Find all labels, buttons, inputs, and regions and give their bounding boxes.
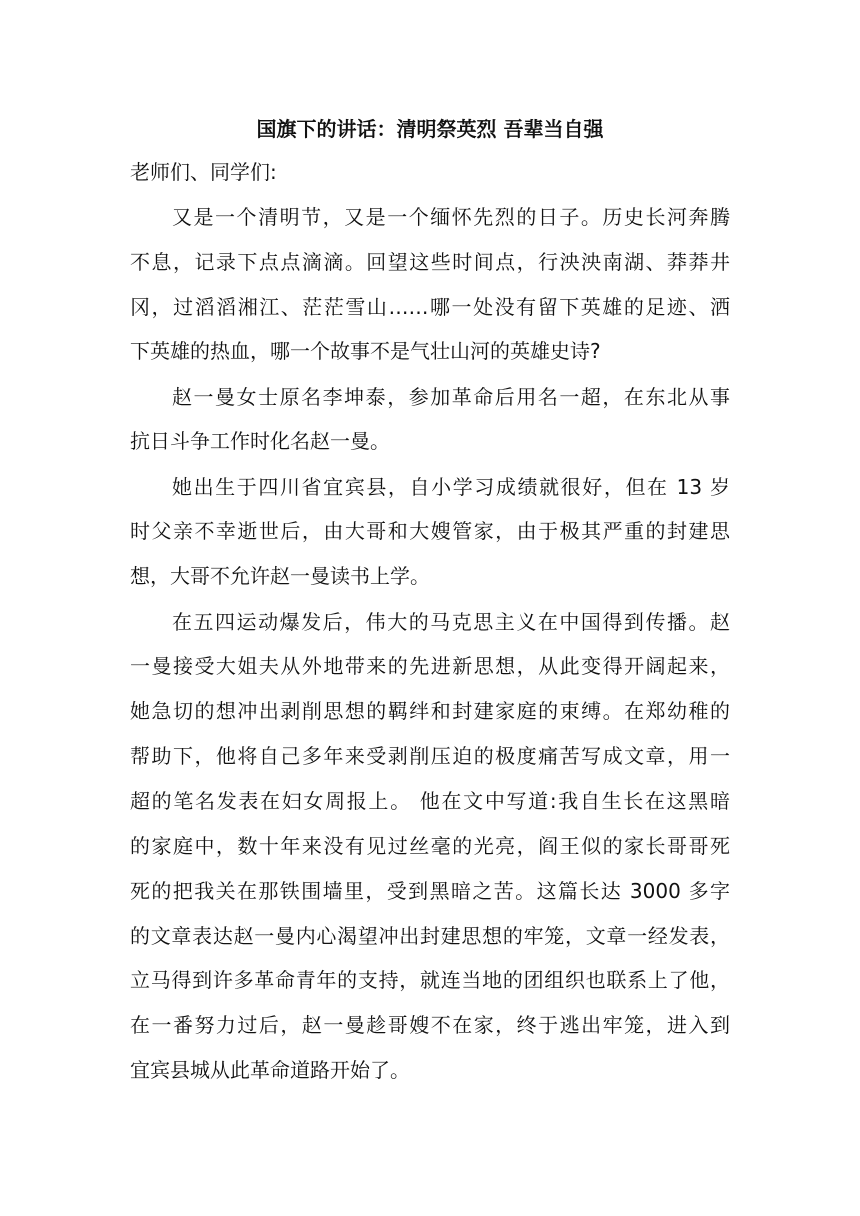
paragraph-4-line-3: 她急切的想冲出剥削思想的羁绊和封建家庭的束缚。在郑幼稚的 (130, 699, 730, 723)
paragraph-2-line-1: 赵一曼女士原名李坤泰，参加革命后用名一超，在东北从事 (172, 385, 730, 409)
paragraph-4-line-6: 的家庭中，数十年来没有见过丝毫的光亮，阎王似的家长哥哥死 (130, 834, 730, 858)
paragraph-1-line-2: 不息，记录下点点滴滴。回望这些时间点，行泱泱南湖、莽莽井 (130, 250, 730, 274)
paragraph-4-line-9: 立马得到许多革命青年的支持，就连当地的团组织也联系上了他， (130, 968, 730, 992)
greeting-line: 老师们、同学们: (130, 160, 277, 184)
paragraph-1-line-3: 冈，过滔滔湘江、茫茫雪山……哪一处没有留下英雄的足迹、洒 (130, 295, 730, 319)
paragraph-4-line-2: 一曼接受大姐夫从外地带来的先进新思想，从此变得开阔起来， (130, 654, 730, 678)
paragraph-3-line-1: 她出生于四川省宜宾县，自小学习成绩就很好，但在 13 岁 (172, 475, 730, 499)
paragraph-3-line-2: 时父亲不幸逝世后，由大哥和大嫂管家，由于极其严重的封建思 (130, 519, 730, 543)
page-title: 国旗下的讲话：清明祭英烈 吾辈当自强 (256, 117, 604, 141)
paragraph-1-line-1: 又是一个清明节，又是一个缅怀先烈的日子。历史长河奔腾 (172, 205, 730, 229)
paragraph-4-line-5: 超的笔名发表在妇女周报上。 他在文中写道:我自生长在这黑暗 (130, 789, 730, 813)
paragraph-4-line-8: 的文章表达赵一曼内心渴望冲出封建思想的牢笼，文章一经发表， (130, 924, 730, 948)
paragraph-4-line-4: 帮助下，他将自己多年来受剥削压迫的极度痛苦写成文章，用一 (130, 744, 730, 768)
paragraph-4-line-1: 在五四运动爆发后，伟大的马克思主义在中国得到传播。赵 (172, 610, 730, 634)
paragraph-4-line-7: 死的把我关在那铁围墙里，受到黑暗之苦。这篇长达 3000 多字 (130, 879, 730, 903)
paragraph-4-line-10: 在一番努力过后，赵一曼趁哥嫂不在家，终于逃出牢笼，进入到 (130, 1013, 730, 1037)
paragraph-3-line-3: 想，大哥不允许赵一曼读书上学。 (130, 564, 430, 588)
paragraph-4-line-11: 宜宾县城从此革命道路开始了。 (130, 1058, 410, 1082)
paragraph-1-line-4: 下英雄的热血，哪一个故事不是气壮山河的英雄史诗? (130, 339, 601, 363)
paragraph-2-line-2: 抗日斗争工作时化名赵一曼。 (130, 429, 390, 453)
